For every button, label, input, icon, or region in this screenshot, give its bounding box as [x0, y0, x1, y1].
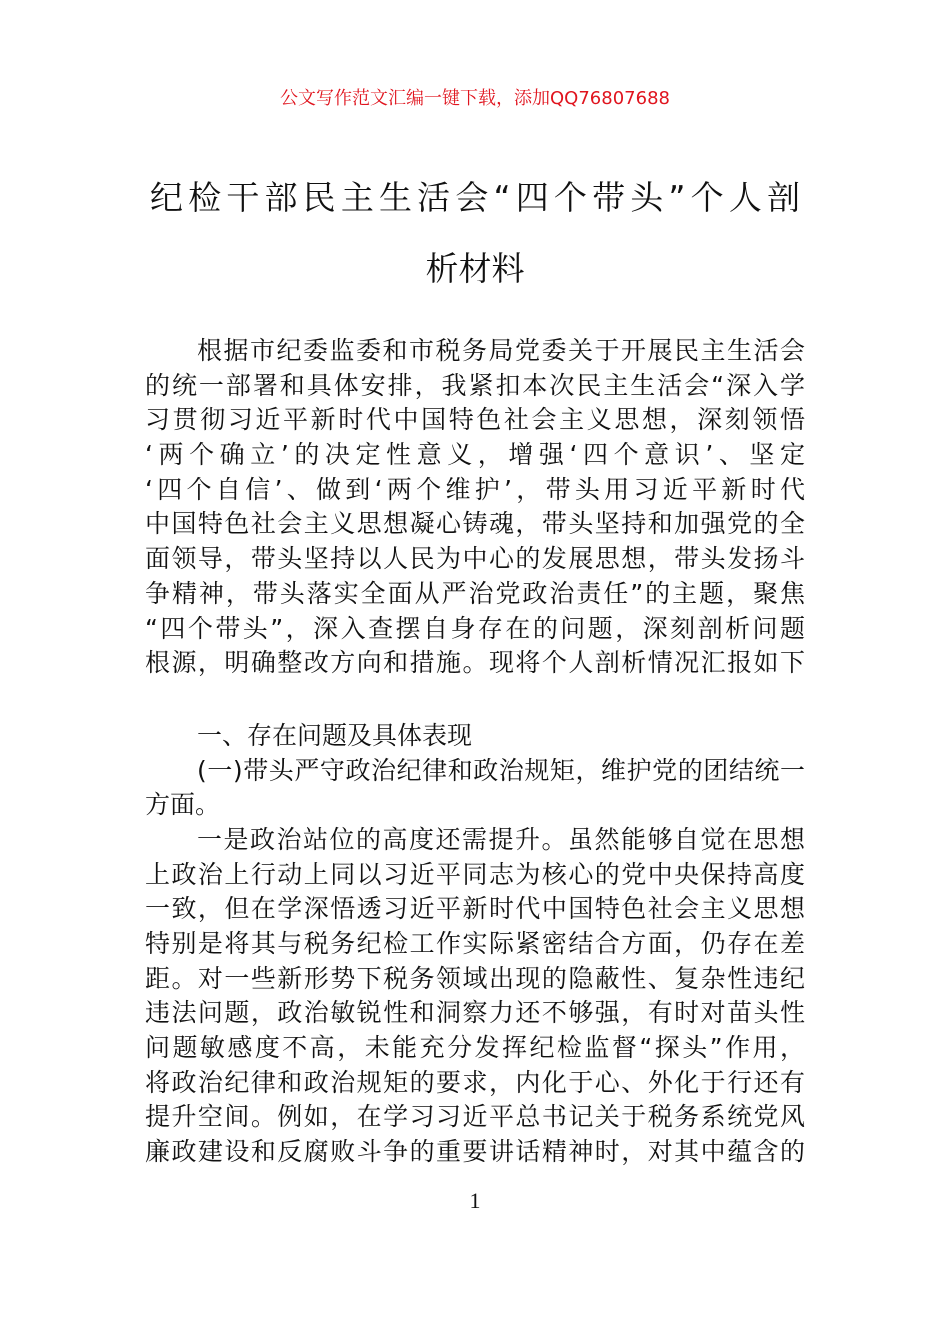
text-line: 上政治上行动上同以习近平同志为核心的党中央保持高度 [145, 859, 805, 889]
document-title-line-2: 析材料 [425, 249, 525, 288]
text-line: 距。对一些新形势下税务领域出现的隐蔽性、复杂性违纪 [145, 963, 805, 993]
text-line: 中国特色社会主义思想凝心铸魂，带头坚持和加强党的全 [145, 509, 805, 539]
text-line: 一致，但在学深悟透习近平新时代中国特色社会主义思想 [145, 894, 805, 924]
text-line: 特别是将其与税务纪检工作实际紧密结合方面，仍存在差 [145, 929, 805, 958]
document-title-line-1: 纪检干部民主生活会“四个带头”个人剖 [150, 178, 800, 217]
paragraph-intro [145, 334, 805, 681]
text-line: 违法问题，政治敏锐性和洞察力还不够强，有时对苗头性 [145, 998, 805, 1028]
text-line: 的统一部署和具体安排，我紧扣本次民主生活会“深入学 [145, 370, 805, 400]
text-line: 将政治纪律和政治规矩的要求，内化于心、外化于行还有 [145, 1067, 805, 1097]
text-line: 根据市纪委监委和市税务局党委关于开展民主生活会 [197, 336, 805, 365]
subsection-heading: (一)带头严守政治纪律和政治规矩，维护党的团结统一 [197, 755, 805, 785]
text-line: 提升空间。例如，在学习习近平总书记关于税务系统党风 [145, 1102, 805, 1132]
text-line: 问题敏感度不高，未能充分发挥纪检监督“探头”作用， [145, 1033, 805, 1063]
section-heading: 一、存在问题及具体表现 [197, 720, 473, 750]
text-line: ‘两个确立’的决定性意义，增强‘四个意识’、坚定 [145, 440, 805, 470]
page-number: 1 [469, 1188, 481, 1213]
subsection-heading-cont: 方面。 [145, 790, 221, 820]
text-line: 一是政治站位的高度还需提升。虽然能够自觉在思想 [197, 824, 805, 854]
text-line: 争精神，带头落实全面从严治党政治责任”的主题，聚焦 [145, 578, 805, 608]
text-line: “四个带头”，深入查摆自身存在的问题，深刻剖析问题 [145, 613, 805, 643]
download-banner: 公文写作范文汇编一键下载，添加QQ76807688 [280, 88, 670, 109]
text-line: 廉政建设和反腐败斗争的重要讲话精神时，对其中蕴含的 [145, 1137, 805, 1167]
text-line: 习贯彻习近平新时代中国特色社会主义思想，深刻领悟 [145, 405, 805, 435]
document-body [145, 334, 805, 1170]
text-line: ‘四个自信’、做到‘两个维护’，带头用习近平新时代 [145, 474, 805, 504]
paragraph-political-stance [145, 823, 805, 1170]
text-line: 根源，明确整改方向和措施。现将个人剖析情况汇报如下 [145, 648, 805, 678]
text-line: 面领导，带头坚持以人民为中心的发展思想，带头发扬斗 [145, 544, 805, 574]
